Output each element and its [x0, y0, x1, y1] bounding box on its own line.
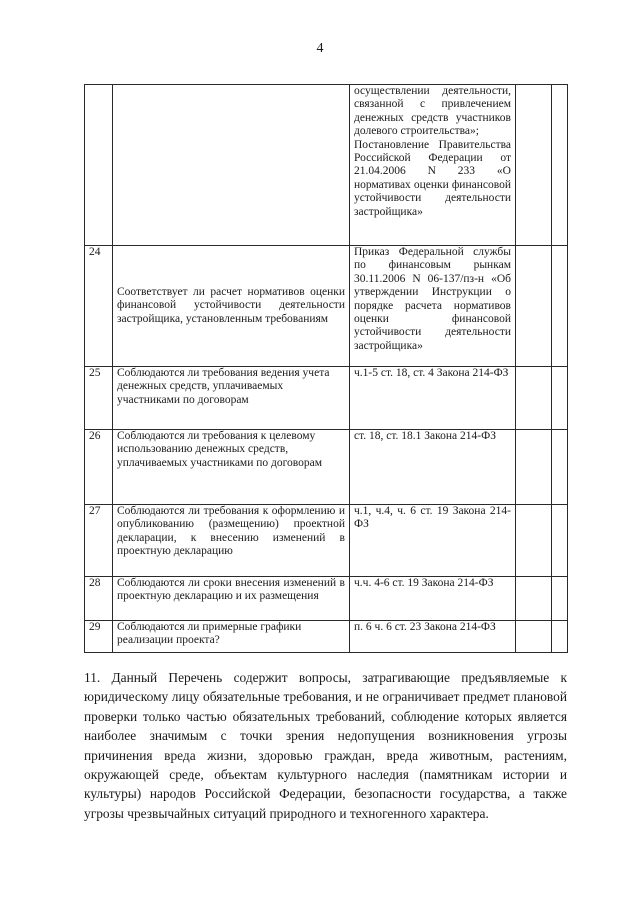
reference-paragraph: ч.1-5 ст. 18, ст. 4 Закона 214-ФЗ — [354, 367, 509, 379]
row-number: 27 — [85, 505, 113, 577]
answer-cell[interactable] — [516, 367, 552, 430]
note-cell[interactable] — [552, 577, 568, 621]
row-number: 24 — [85, 246, 113, 367]
reference-paragraph: ст. 18, ст. 18.1 Закона 214-ФЗ — [354, 430, 496, 442]
note-cell[interactable] — [552, 505, 568, 577]
answer-cell[interactable] — [516, 621, 552, 653]
reference-paragraph: ч.ч. 4-6 ст. 19 Закона 214-ФЗ — [354, 577, 494, 589]
checklist-table — [84, 84, 568, 653]
table-row — [85, 85, 568, 246]
requirement-question: Соблюдаются ли сроки внесения изменений в проектную декларацию и их размещения — [113, 577, 350, 621]
note-cell[interactable] — [552, 367, 568, 430]
reference-paragraph: п. 6 ч. 6 ст. 23 Закона 214-ФЗ — [354, 621, 496, 633]
requirement-question-text: Соответствует ли расчет нормативов оценки финансовой устойчивости деятельности застройщика, установленным требованиям — [117, 285, 345, 325]
requirement-question: Соблюдаются ли требования ведения учета денежных средств, уплачиваемых участниками по договорам — [113, 367, 350, 430]
legal-reference — [350, 505, 516, 577]
answer-cell[interactable] — [516, 85, 552, 246]
legal-reference — [350, 246, 516, 367]
requirement-question: Соблюдаются ли требования к оформлению и опубликованию (размещению) проектной декларации, к внесению изменений в проектную декларацию — [113, 505, 350, 577]
row-number: 29 — [85, 621, 113, 653]
row-number — [85, 85, 113, 246]
row-number: 26 — [85, 430, 113, 505]
table-row — [85, 430, 568, 505]
page-number: 4 — [316, 41, 324, 56]
row-number: 28 — [85, 577, 113, 621]
reference-paragraph: Приказ Федеральной службы по финансовым рынкам 30.11.2006 N 06-137/пз-н «Об утверждении Инструкции о порядке расчета нормативов оценки финансовой устойчивости деятельности застройщика» — [354, 246, 511, 352]
legal-reference — [350, 430, 516, 505]
table-row — [85, 577, 568, 621]
table-row — [85, 246, 568, 367]
legal-reference — [350, 621, 516, 653]
closing-paragraph — [84, 668, 567, 823]
requirement-question — [113, 246, 350, 367]
note-cell[interactable] — [552, 85, 568, 246]
requirement-question: Соблюдаются ли требования к целевому использованию денежных средств, уплачиваемых участниками по договорам — [113, 430, 350, 505]
reference-paragraph: Постановление Правительства Российской Федерации от 21.04.2006 N 233 «О нормативах оценки финансовой устойчивости деятельности застройщика» — [354, 138, 511, 218]
note-cell[interactable] — [552, 246, 568, 367]
table-row — [85, 621, 568, 653]
answer-cell[interactable] — [516, 430, 552, 505]
answer-cell[interactable] — [516, 505, 552, 577]
legal-reference — [350, 577, 516, 621]
reference-paragraph: ч.1, ч.4, ч. 6 ст. 19 Закона 214-ФЗ — [354, 505, 511, 531]
note-cell[interactable] — [552, 430, 568, 505]
requirement-question — [113, 85, 350, 246]
requirement-question: Соблюдаются ли примерные графики реализации проекта? — [113, 621, 350, 653]
answer-cell[interactable] — [516, 246, 552, 367]
note-cell[interactable] — [552, 621, 568, 653]
table-row — [85, 505, 568, 577]
legal-reference — [350, 85, 516, 246]
table-row — [85, 367, 568, 430]
reference-paragraph: осуществлении деятельности, связанной с привлечением денежных средств участников долевого строительства»; — [354, 85, 511, 138]
row-number: 25 — [85, 367, 113, 430]
answer-cell[interactable] — [516, 577, 552, 621]
closing-paragraph-text: 11. Данный Перечень содержит вопросы, затрагивающие предъявляемые к юридическому лицу обязательные требования, и не ограничивает предмет плановой проверки только частью обязательных требований, соблюдение которых является наиболее значимым с точки зрения недопущения возникновения угрозы причинения вреда жизни, здоровью граждан, вреда животным, растениям, окружающей среде, объектам культурного наследия (памятникам истории и культуры) народов Российской Федерации, безопасности государства, а также угрозы чрезвычайных ситуаций природного и техногенного характера. — [84, 670, 567, 821]
legal-reference — [350, 367, 516, 430]
